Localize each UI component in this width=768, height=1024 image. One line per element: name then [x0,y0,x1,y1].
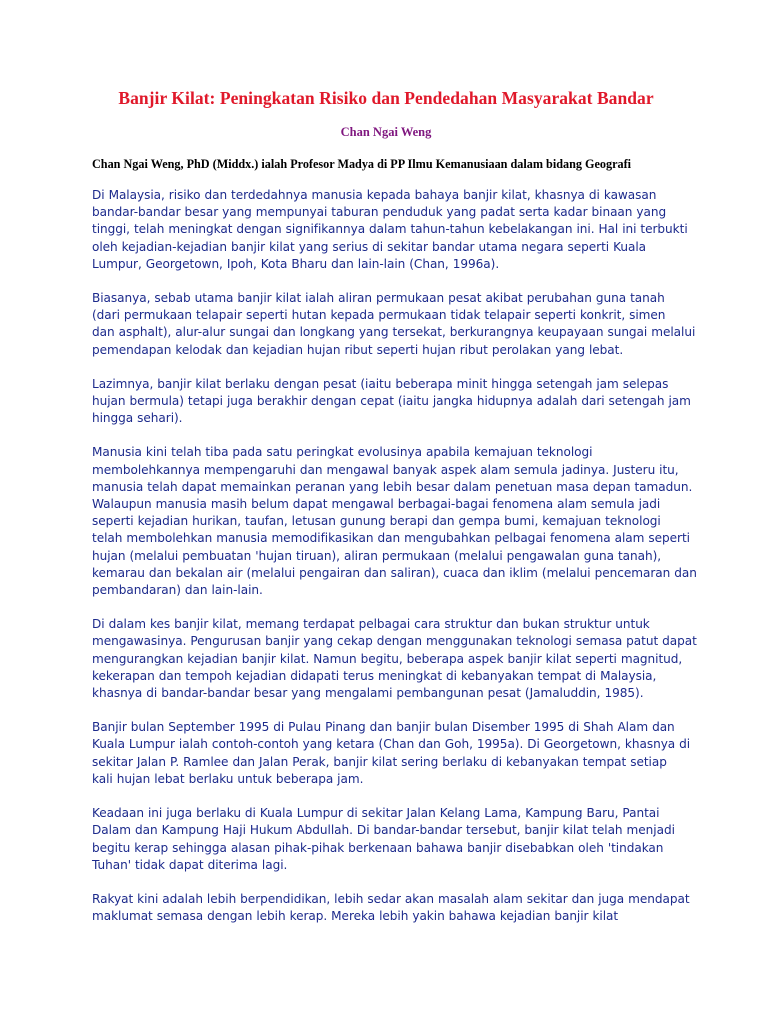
paragraph-line: hingga sehari). [92,411,183,426]
body-paragraph [92,376,691,428]
paragraph-line: Dalam dan Kampung Haji Hukum Abdullah. Di bandar-bandar tersebut, banjir kilat telah menjadi [92,823,675,838]
author-name: Chan Ngai Weng [340,125,432,139]
paragraph-line: hujan bermula) tetapi juga berakhir dengan cepat (iaitu jangka hidupnya adalah dari setengah jam [92,394,691,409]
body-paragraph [92,805,680,874]
paragraph-line: khasnya di bandar-bandar besar yang mengalami pembangunan pesat (Jamaluddin, 1985). [92,686,644,701]
paragraph-line: kemarau dan bekalan air (melalui pengairan dan saliran), cuaca dan iklim (melalui pencemaran dan [92,565,697,580]
paragraph-line: (dari permukaan telapair seperti hutan kepada permukaan tidak telapair seperti konkrit, simen [92,308,666,323]
paragraph-line: Banjir bulan September 1995 di Pulau Pinang dan banjir bulan Disember 1995 di Shah Alam dan [92,720,675,735]
paragraph-line: kekerapan dan tempoh kejadian didapati terus meningkat di kebanyakan tempat di Malaysia, [92,668,657,683]
paragraph-line: Keadaan ini juga berlaku di Kuala Lumpur di sekitar Jalan Kelang Lama, Kampung Baru, Pantai [92,806,660,821]
document-title: Banjir Kilat: Peningkatan Risiko dan Pendedahan Masyarakat Bandar [118,88,654,108]
paragraph-line: mengawasinya. Pengurusan banjir yang cekap dengan menggunakan teknologi semasa patut dapat [92,634,697,649]
paragraph-line: dan asphalt), alur-alur sungai dan longkang yang tersekat, berkurangnya keupayaan sungai melalui [92,325,696,340]
paragraph-line: oleh kejadian-kejadian banjir kilat yang serius di sekitar bandar utama negara seperti Kuala [92,239,646,254]
author-bio: Chan Ngai Weng, PhD (Middx.) ialah Profesor Madya di PP Ilmu Kemanusiaan dalam bidang Geografi [92,157,632,171]
body-paragraph [92,444,697,599]
paragraph-line: sekitar Jalan P. Ramlee dan Jalan Perak, banjir kilat sering berlaku di kebanyakan tempat setiap [92,754,667,769]
paragraph-line: membolehkannya mempengaruhi dan mengawal banyak aspek alam semula jadinya. Justeru itu, [92,462,679,477]
paragraph-line: Lazimnya, banjir kilat berlaku dengan pesat (iaitu beberapa minit hingga setengah jam selepas [92,376,669,391]
paragraph-line: maklumat semasa dengan lebih kerap. Mereka lebih yakin bahawa kejadian banjir kilat [92,909,619,924]
body-paragraph [92,187,688,273]
paragraph-line: bandar-bandar besar yang mempunyai taburan penduduk yang padat serta kadar binaan yang [92,205,667,220]
paragraph-line: pemendapan kelodak dan kejadian hujan ribut seperti hujan ribut perolakan yang lebat. [92,342,624,357]
document-body [92,187,697,925]
paragraph-line: Tuhan' tidak dapat diterima lagi. [92,857,288,872]
paragraph-line: Manusia kini telah tiba pada satu peringkat evolusinya apabila kemajuan teknologi [92,445,593,460]
paragraph-line: Di dalam kes banjir kilat, memang terdapat pelbagai cara struktur dan bukan struktur untuk [92,617,650,632]
paragraph-line: Lumpur, Georgetown, Ipoh, Kota Bharu dan lain-lain (Chan, 1996a). [92,256,500,271]
paragraph-line: seperti kejadian hurikan, taufan, letusan gunung berapi dan gempa bumi, kemajuan teknologi [92,514,661,529]
paragraph-line: kali hujan lebat berlaku untuk beberapa jam. [92,771,364,786]
paragraph-line: Biasanya, sebab utama banjir kilat ialah aliran permukaan pesat akibat perubahan guna tanah [92,291,665,306]
paragraph-line: pembandaran) dan lain-lain. [92,583,263,598]
paragraph-line: Walaupun manusia masih belum dapat mengawal berbagai-bagai fenomena alam semula jadi [92,497,661,512]
body-paragraph [92,891,690,925]
body-paragraph [92,616,697,702]
paragraph-line: hujan (melalui pembuatan 'hujan tiruan), aliran permukaan (melalui pengawalan guna tanah), [92,548,662,563]
body-paragraph [92,719,691,788]
paragraph-line: begitu kerap sehingga alasan pihak-pihak berkenaan bahawa banjir disebabkan oleh 'tindakan [92,840,664,855]
paragraph-line: mengurangkan kejadian banjir kilat. Namun begitu, beberapa aspek banjir kilat seperti magnitud, [92,651,683,666]
paragraph-line: telah membolehkan manusia memodifikasikan dan mengubahkan pelbagai fenomena alam seperti [92,531,690,546]
body-paragraph [92,290,696,359]
paragraph-line: Kuala Lumpur ialah contoh-contoh yang ketara (Chan dan Goh, 1995a). Di Georgetown, khasnya di [92,737,691,752]
paragraph-line: tinggi, telah meningkat dengan signifikannya dalam tahun-tahun kebelakangan ini. Hal ini terbukti [92,222,688,237]
paragraph-line: Rakyat kini adalah lebih berpendidikan, lebih sedar akan masalah alam sekitar dan juga mendapat [92,891,690,906]
paragraph-line: manusia telah dapat memainkan peranan yang lebih besar dalam penetuan masa depan tamadun. [92,479,693,494]
paragraph-line: Di Malaysia, risiko dan terdedahnya manusia kepada bahaya banjir kilat, khasnya di kawasan [92,188,657,202]
